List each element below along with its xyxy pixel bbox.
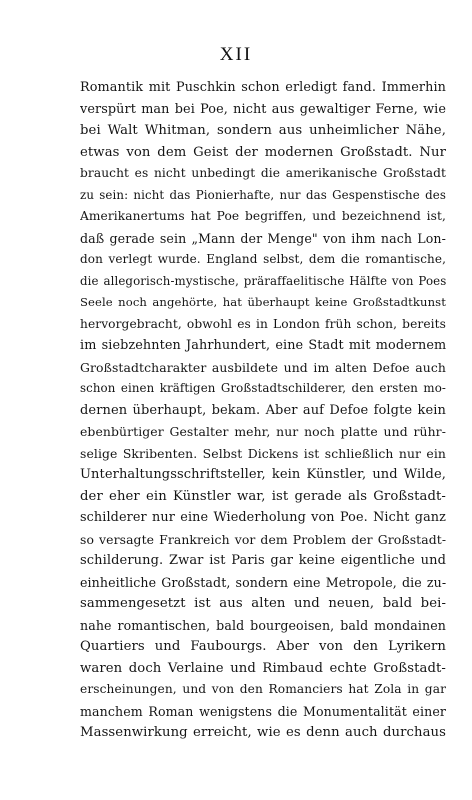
text-line: Großstadtcharakter ausbildete und im alten Defoe auch	[80, 359, 446, 375]
text-line: nahe romantischen, bald bourgeoisen, bald mondainen	[80, 617, 446, 633]
text-line: der eher ein Künstler war, ist gerade als Großstadt-	[80, 488, 446, 504]
text-line: schilderer nur eine Wiederholung von Poe. Nicht ganz	[80, 510, 446, 525]
text-line: etwas von dem Geist der modernen Großstadt. Nur	[80, 144, 446, 160]
text-line: einheitliche Großstadt, sondern eine Metropole, die zu-	[80, 574, 446, 590]
text-line: schilderung. Zwar ist Paris gar keine eigentliche und	[80, 553, 446, 568]
text-line: braucht es nicht unbedingt die amerikanische Großstadt	[80, 166, 446, 180]
text-line: zu sein: nicht das Pionierhafte, nur das Gespenstische des	[80, 187, 446, 202]
text-line: Massenwirkung erreicht, wie es denn auch durchaus	[80, 725, 446, 740]
body-text	[80, 77, 446, 744]
text-line: daß gerade sein „Mann der Menge" von ihm nach Lon-	[80, 230, 446, 246]
text-line: Amerikanertums hat Poe begriffen, und bezeichnend ist,	[80, 209, 446, 223]
text-line: don verlegt wurde. England selbst, dem die romantische,	[80, 252, 446, 266]
text-line: selige Skribenten. Selbst Dickens ist schließlich nur ein	[80, 445, 446, 461]
text-line: Quartiers und Faubourgs. Aber von den Lyrikern	[80, 639, 446, 654]
text-line: dernen überhaupt, bekam. Aber auf Defoe folgte kein	[80, 402, 446, 418]
text-line: Romantik mit Puschkin schon erledigt fand. Immerhin	[80, 80, 446, 95]
text-line: so versagte Frankreich vor dem Problem der Großstadt-	[80, 531, 446, 547]
text-line: schon einen kräftigen Großstadtschilderer, den ersten mo-	[80, 381, 446, 395]
text-line: bei Walt Whitman, sondern aus unheimlicher Nähe,	[80, 123, 446, 138]
text-line: sammengesetzt ist aus alten und neuen, bald bei-	[80, 596, 446, 611]
text-line: verspürt man bei Poe, nicht aus gewaltiger Ferne, wie	[80, 101, 446, 117]
text-line: manchem Roman wenigstens die Monumentalität einer	[80, 703, 446, 719]
text-line: waren doch Verlaine und Rimbaud echte Großstadt-	[80, 660, 446, 676]
text-line: Seele noch angehörte, hat überhaupt keine Großstadtkunst	[80, 295, 446, 309]
text-line: im siebzehnten Jahrhundert, eine Stadt mit modernem	[80, 338, 446, 353]
text-line: Unterhaltungsschriftsteller, kein Künstler, und Wilde,	[80, 467, 446, 482]
page-number: XII	[219, 44, 253, 65]
text-line: ebenbürtiger Gestalter mehr, nur noch platte und rühr-	[80, 424, 446, 439]
text-line: erscheinungen, und von den Romanciers hat Zola in gar	[80, 682, 446, 696]
text-line: hervorgebracht, obwohl es in London früh schon, bereits	[80, 316, 446, 331]
text-line: die allegorisch-mystische, präraffaelitische Hälfte von Poes	[80, 273, 446, 288]
